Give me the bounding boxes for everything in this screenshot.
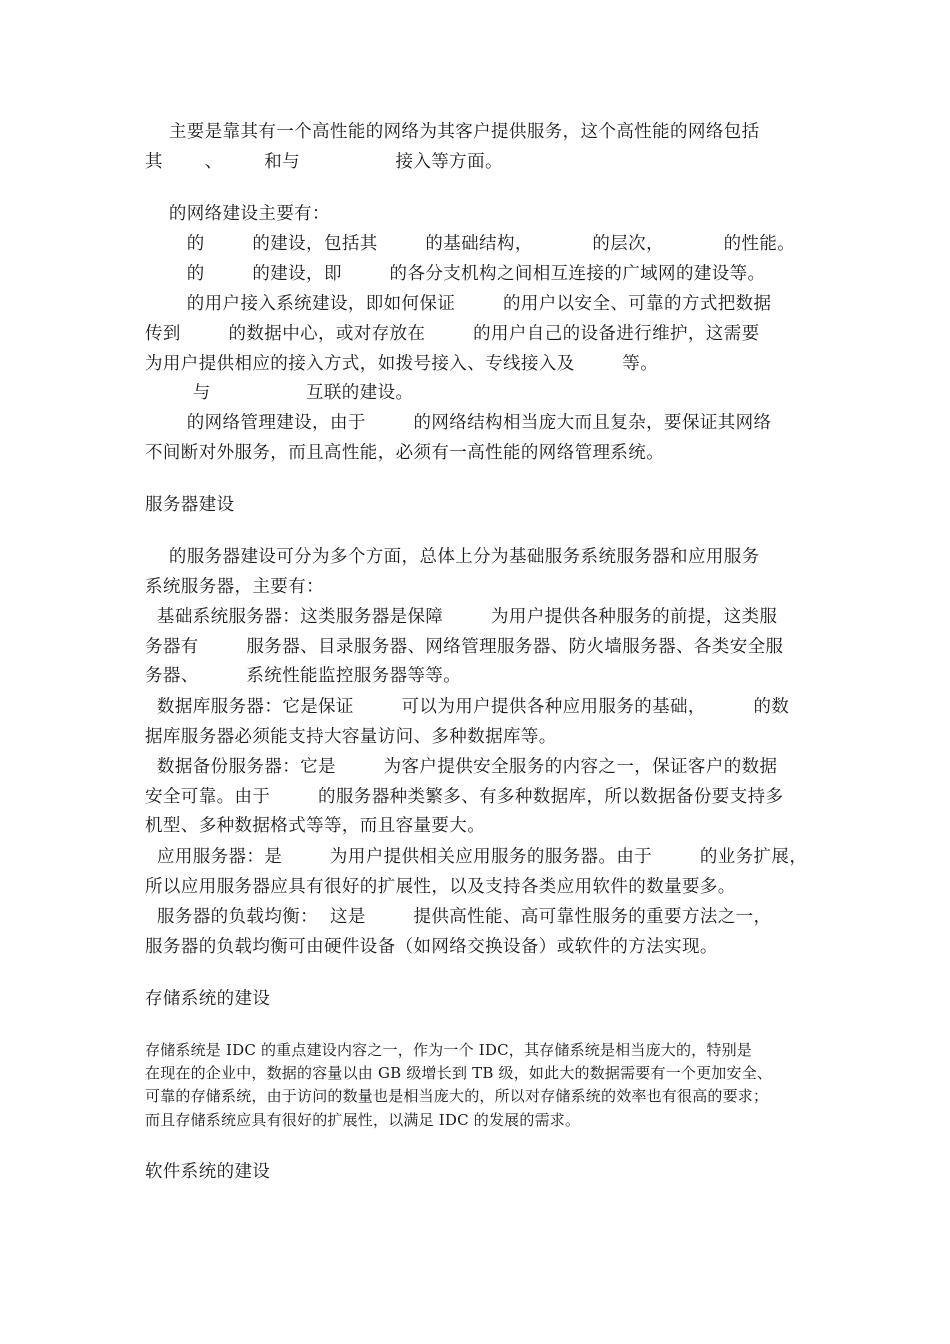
- network-item-3-line-1: 的用户接入系统建设，即如何保证 的用户以安全、可靠的方式把数据: [145, 294, 772, 314]
- server-intro-line-2: 系统服务器，主要有：: [145, 577, 324, 597]
- network-item-3-line-2: 传到 的数据中心，或对存放在 的用户自己的设备进行维护，这需要: [145, 324, 760, 344]
- backup-server-line-1: 数据备份服务器：它是 为客户提供安全服务的内容之一，保证客户的数据: [145, 757, 778, 777]
- storage-line-3: 可靠的存储系统，由于访问的数量也是相当庞大的，所以对存储系统的效率也有很高的要求；: [145, 1087, 769, 1105]
- network-item-5-line-1: 的网络管理建设，由于 的网络结构相当庞大而且复杂，要保证其网络: [145, 413, 772, 433]
- network-item-4: 与 互联的建设。: [145, 383, 414, 403]
- server-intro-line-1: 的服务器建设可分为多个方面，总体上分为基础服务系统服务器和应用服务: [145, 547, 760, 567]
- network-intro: 的网络建设主要有：: [145, 204, 330, 224]
- backup-server-line-3: 机型、多种数据格式等等，而且容量要大。: [145, 816, 486, 836]
- network-item-3-line-3: 为用户提供相应的接入方式，如拨号接入、专线接入及 等。: [145, 354, 659, 374]
- app-server-line-2: 所以应用服务器应具有很好的扩展性，以及支持各类应用软件的数量要多。: [145, 877, 736, 897]
- backup-server-line-2: 安全可靠。由于 的服务器种类繁多、有多种数据库，所以数据备份要支持多: [145, 787, 784, 807]
- load-balance-line-2: 服务器的负载均衡可由硬件设备（如网络交换设备）或软件的方法实现。: [145, 937, 718, 957]
- intro-line-1: 主要是靠其有一个高性能的网络为其客户提供服务，这个高性能的网络包括: [145, 122, 760, 142]
- software-section-heading: 软件系统的建设: [145, 1162, 271, 1182]
- storage-section-heading: 存储系统的建设: [145, 989, 271, 1009]
- storage-line-1: 存储系统是 IDC 的重点建设内容之一，作为一个 IDC，其存储系统是相当庞大的，特别是: [145, 1041, 752, 1059]
- network-item-1: 的 的建设，包括其 的基础结构， 的层次， 的性能。: [145, 234, 796, 254]
- app-server-line-1: 应用服务器：是 为用户提供相关应用服务的服务器。由于 的业务扩展，: [145, 847, 808, 867]
- base-server-line-1: 基础系统服务器：这类服务器是保障 为用户提供各种服务的前提，这类服: [145, 607, 778, 627]
- network-item-5-line-2: 不间断对外服务，而且高性能，必须有一高性能的网络管理系统。: [145, 443, 665, 463]
- base-server-line-3: 务器、 系统性能监控服务器等等。: [145, 666, 462, 686]
- storage-line-4: 而且存储系统应具有很好的扩展性，以满足 IDC 的发展的需求。: [145, 1111, 581, 1129]
- db-server-line-2: 据库服务器必须能支持大容量访问、多种数据库等。: [145, 727, 557, 747]
- intro-line-2: 其 、 和与 接入等方面。: [145, 152, 503, 172]
- storage-line-2: 在现在的企业中，数据的容量以由 GB 级增长到 TB 级，如此大的数据需要有一个更加安全、: [145, 1064, 773, 1082]
- base-server-line-2: 务器有 服务器、目录服务器、网络管理服务器、防火墙服务器、各类安全服: [145, 637, 784, 657]
- db-server-line-1: 数据库服务器：它是保证 可以为用户提供各种应用服务的基础， 的数: [145, 697, 790, 717]
- server-section-heading: 服务器建设: [145, 495, 235, 515]
- network-item-2: 的 的建设，即 的各分支机构之间相互连接的广域网的建设等。: [145, 264, 766, 284]
- load-balance-line-1: 服务器的负载均衡： 这是 提供高性能、高可靠性服务的重要方法之一，: [145, 907, 772, 927]
